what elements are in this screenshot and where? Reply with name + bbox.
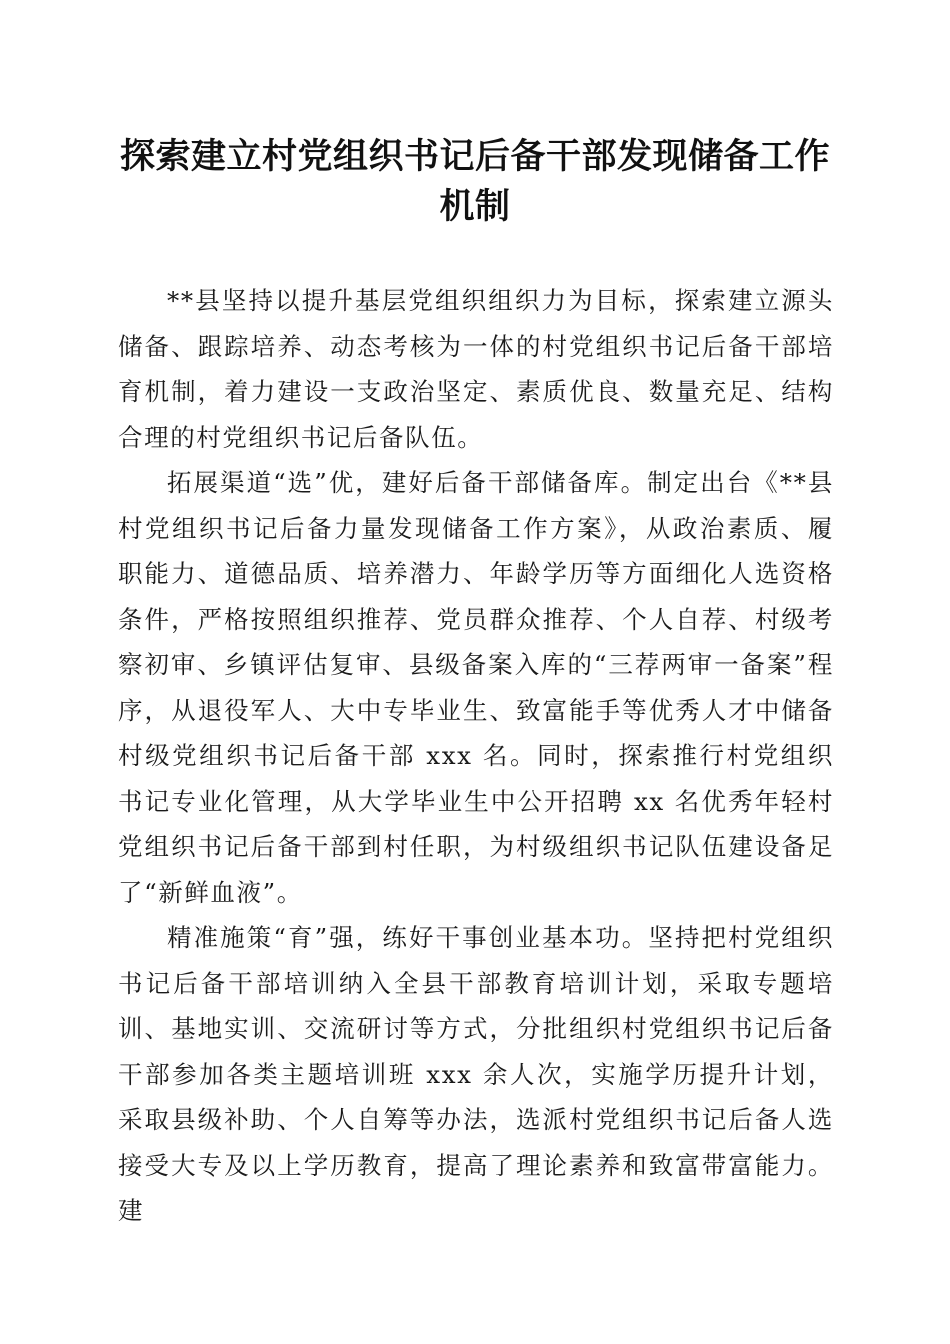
document-body — [118, 278, 834, 1234]
title-line-2: 机制 — [439, 186, 511, 227]
paragraph-selection: 拓展渠道“选”优，建好后备干部储备库。制定出台《**县村党组织书记后备力量发现储备工作方案》，从政治素质、履职能力、道德品质、培养潜力、年龄学历等方面细化人选资格条件，严格按照组织推荐、党员群众推荐、个人自荐、村级考察初审、乡镇评估复审、县级备案入库的“三荐两审一备案”程序，从退役军人、大中专毕业生、致富能手等优秀人才中储备村级党组织书记后备干部 xxx 名。同时，探索推行村党组织书记专业化管理，从大学毕业生中公开招聘 xx 名优秀年轻村党组织书记后备干部到村任职，为村级组织书记队伍建设备足了“新鲜血液”。 — [118, 468, 834, 907]
document-title — [110, 132, 840, 232]
title-line-1: 探索建立村党组织书记后备干部发现储备工作 — [119, 136, 830, 177]
paragraph-intro: **县坚持以提升基层党组织组织力为目标，探索建立源头储备、跟踪培养、动态考核为一体的村党组织书记后备干部培育机制，着力建设一支政治坚定、素质优良、数量充足、结构合理的村党组织书记后备队伍。 — [118, 286, 834, 452]
paragraph-training: 精准施策“育”强，练好干事创业基本功。坚持把村党组织书记后备干部培训纳入全县干部教育培训计划，采取专题培训、基地实训、交流研讨等方式，分批组织村党组织书记后备干部参加各类主题培训班 xxx 余人次，实施学历提升计划，采取县级补助、个人自筹等办法，选派村党组织书记后备人选接受大专及以上学历教育，提高了理论素养和致富带富能力。建 — [118, 923, 834, 1225]
